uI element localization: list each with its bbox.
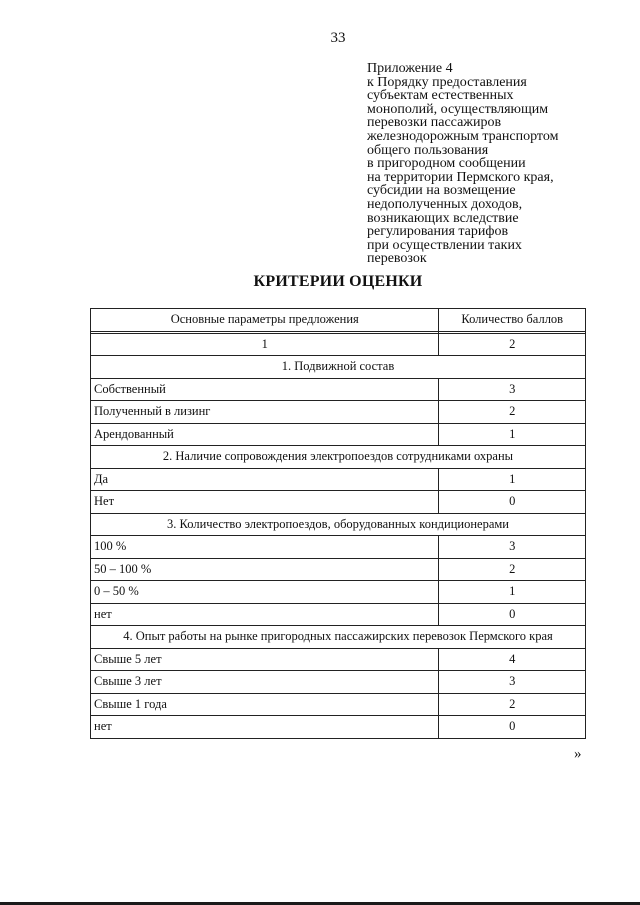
appendix-line: при осуществлении таких — [367, 237, 522, 253]
section-row — [91, 446, 586, 469]
document-title: КРИТЕРИИ ОЦЕНКИ — [253, 273, 423, 290]
criterion-label: Собственный — [91, 378, 439, 401]
criterion-points: 3 — [439, 378, 586, 401]
section-title: 2. Наличие сопровождения электропоездов сотрудниками охраны — [91, 446, 586, 469]
criterion-label: Да — [91, 468, 439, 491]
criterion-points: 3 — [439, 536, 586, 559]
criterion-points: 4 — [439, 648, 586, 671]
criterion-points: 1 — [439, 423, 586, 446]
table-row — [91, 648, 586, 671]
table-row — [91, 468, 586, 491]
appendix-line: в пригородном сообщении — [367, 156, 526, 172]
closing-quote-mark: » — [574, 746, 582, 762]
appendix-line: регулирования тарифов — [367, 224, 509, 240]
criterion-label: 100 % — [91, 536, 439, 559]
section-title: 1. Подвижной состав — [91, 356, 586, 379]
section-row — [91, 626, 586, 649]
criterion-points: 0 — [439, 491, 586, 514]
criterion-label: 0 – 50 % — [91, 581, 439, 604]
appendix-line: к Порядку предоставления — [367, 74, 527, 90]
table-row — [91, 491, 586, 514]
column-number: 1 — [91, 333, 439, 356]
table-row — [91, 603, 586, 626]
table-row — [91, 581, 586, 604]
criterion-label: Полученный в лизинг — [91, 401, 439, 424]
appendix-line: перевозки пассажиров — [367, 115, 502, 131]
section-title: 3. Количество электропоездов, оборудованных кондиционерами — [91, 513, 586, 536]
table-row — [91, 401, 586, 424]
appendix-line: субсидии на возмещение — [367, 183, 516, 199]
appendix-line: недополученных доходов, — [367, 196, 523, 212]
appendix-line: монополий, осуществляющим — [367, 101, 549, 117]
page-number: 33 — [330, 30, 346, 46]
appendix-line: на территории Пермского края, — [367, 169, 554, 185]
section-row — [91, 356, 586, 379]
section-row — [91, 513, 586, 536]
column-numbers-row — [91, 333, 586, 356]
table-row — [91, 671, 586, 694]
criterion-label: нет — [91, 716, 439, 739]
appendix-line: общего пользования — [367, 142, 489, 158]
table-row — [91, 716, 586, 739]
appendix-line: субъектам естественных — [367, 88, 514, 104]
criterion-label: Арендованный — [91, 423, 439, 446]
appendix-line: Приложение 4 — [367, 61, 453, 76]
header-parameters: Основные параметры предложения — [91, 309, 439, 332]
table-row — [91, 423, 586, 446]
section-title: 4. Опыт работы на рынке пригородных пассажирских перевозок Пермского края — [91, 626, 586, 649]
appendix-line: перевозок — [367, 251, 427, 267]
criterion-label: Свыше 3 лет — [91, 671, 439, 694]
table-row — [91, 378, 586, 401]
table-header-row — [91, 309, 586, 332]
table-row — [91, 693, 586, 716]
appendix-line: железнодорожным транспортом — [367, 128, 559, 144]
criterion-points: 2 — [439, 401, 586, 424]
criterion-label: Свыше 5 лет — [91, 648, 439, 671]
table-row — [91, 536, 586, 559]
column-number: 2 — [439, 333, 586, 356]
criterion-label: нет — [91, 603, 439, 626]
appendix-note — [367, 62, 617, 266]
criterion-points: 3 — [439, 671, 586, 694]
criterion-label: Нет — [91, 491, 439, 514]
header-points: Количество баллов — [439, 309, 586, 332]
appendix-line: возникающих вследствие — [367, 210, 519, 226]
criterion-points: 1 — [439, 581, 586, 604]
criteria-table — [90, 308, 586, 739]
criterion-points: 0 — [439, 603, 586, 626]
criterion-points: 0 — [439, 716, 586, 739]
criterion-label: 50 – 100 % — [91, 558, 439, 581]
criterion-points: 2 — [439, 693, 586, 716]
table-row — [91, 558, 586, 581]
criterion-points: 2 — [439, 558, 586, 581]
criterion-label: Свыше 1 года — [91, 693, 439, 716]
criterion-points: 1 — [439, 468, 586, 491]
